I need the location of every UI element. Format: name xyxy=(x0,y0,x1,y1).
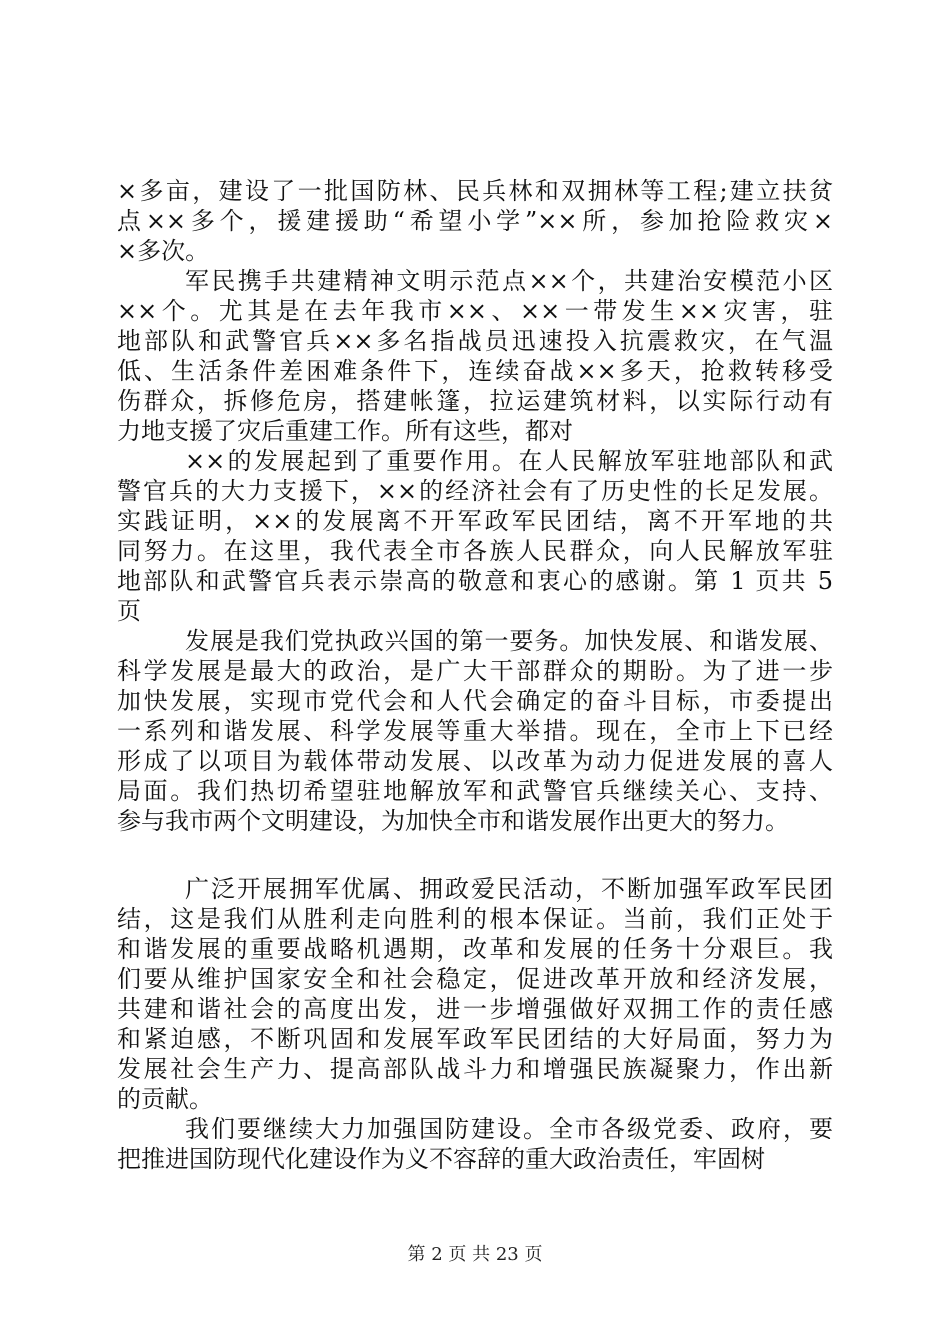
paragraph xyxy=(117,626,833,836)
text-line: 和谐发展的重要战略机遇期，改革和发展的任务十分艰巨。我 xyxy=(117,935,833,963)
text-line: 加快发展，实现市党代会和人代会确定的奋斗目标，市委提出 xyxy=(117,687,833,715)
text-line: 力地支援了灾后重建工作。所有这些，都对 xyxy=(117,417,573,445)
text-line: ×多次。 xyxy=(117,237,210,265)
text-line: 广泛开展拥军优属、拥政爱民活动，不断加强军政军民团 xyxy=(185,875,833,903)
text-line: 形成了以项目为载体带动发展、以改革为动力促进发展的喜人 xyxy=(117,747,833,775)
text-line: 低、生活条件差困难条件下，连续奋战××多天，抢救转移受 xyxy=(117,357,833,385)
page-footer: 第 2 页 共 23 页 xyxy=(407,1244,543,1265)
text-line: ××的发展起到了重要作用。在人民解放军驻地部队和武 xyxy=(185,447,833,475)
text-line: 局面。我们热切希望驻地解放军和武警官兵继续关心、支持、 xyxy=(117,777,833,805)
text-line: 伤群众，拆修危房，搭建帐篷，拉运建筑材料，以实际行动有 xyxy=(117,387,833,415)
text-line: 地部队和武警官兵表示崇高的敬意和衷心的感谢。第 1 页共 5 xyxy=(117,567,833,595)
text-line: 发展是我们党执政兴国的第一要务。加快发展、和谐发展、 xyxy=(185,627,833,655)
text-line: 军民携手共建精神文明示范点××个，共建治安模范小区 xyxy=(185,267,833,295)
paragraph xyxy=(117,176,833,266)
text-line: 和紧迫感，不断巩固和发展军政军民团结的大好局面，努力为 xyxy=(117,1025,833,1053)
paragraph xyxy=(117,446,833,626)
text-line: 的贡献。 xyxy=(117,1085,213,1113)
text-line: 发展社会生产力、提高部队战斗力和增强民族凝聚力，作出新 xyxy=(117,1055,833,1083)
text-line: 一系列和谐发展、科学发展等重大举措。现在，全市上下已经 xyxy=(117,717,833,745)
text-line: ×多亩，建设了一批国防林、民兵林和双拥林等工程;建立扶贫 xyxy=(117,177,833,205)
text-line: 页 xyxy=(117,597,141,625)
text-line: 参与我市两个文明建设，为加快全市和谐发展作出更大的努力。 xyxy=(117,807,789,835)
paragraph xyxy=(117,874,833,1114)
text-line: 科学发展是最大的政治，是广大干部群众的期盼。为了进一步 xyxy=(117,657,833,685)
text-line: 我们要继续大力加强国防建设。全市各级党委、政府，要 xyxy=(185,1115,833,1143)
text-line: 地部队和武警官兵××多名指战员迅速投入抗震救灾，在气温 xyxy=(117,327,833,355)
paragraph xyxy=(117,266,833,446)
paragraph xyxy=(117,1114,833,1174)
text-line: 实践证明，××的发展离不开军政军民团结，离不开军地的共 xyxy=(117,507,833,535)
text-line: 结，这是我们从胜利走向胜利的根本保证。当前，我们正处于 xyxy=(117,905,833,933)
text-line: 点××多个，援建援助“希望小学”××所，参加抢险救灾× xyxy=(117,207,833,235)
paragraph-gap xyxy=(117,836,833,874)
text-line: 们要从维护国家安全和社会稳定，促进改革开放和经济发展， xyxy=(117,965,833,993)
text-line: 把推进国防现代化建设作为义不容辞的重大政治责任，牢固树 xyxy=(117,1145,765,1173)
text-line: 警官兵的大力支援下，××的经济社会有了历史性的长足发展。 xyxy=(117,477,833,505)
text-line: ××个。尤其是在去年我市××、××一带发生××灾害，驻 xyxy=(117,297,833,325)
document-body xyxy=(117,176,833,1174)
text-line: 共建和谐社会的高度出发，进一步增强做好双拥工作的责任感 xyxy=(117,995,833,1023)
text-line: 同努力。在这里，我代表全市各族人民群众，向人民解放军驻 xyxy=(117,537,833,565)
